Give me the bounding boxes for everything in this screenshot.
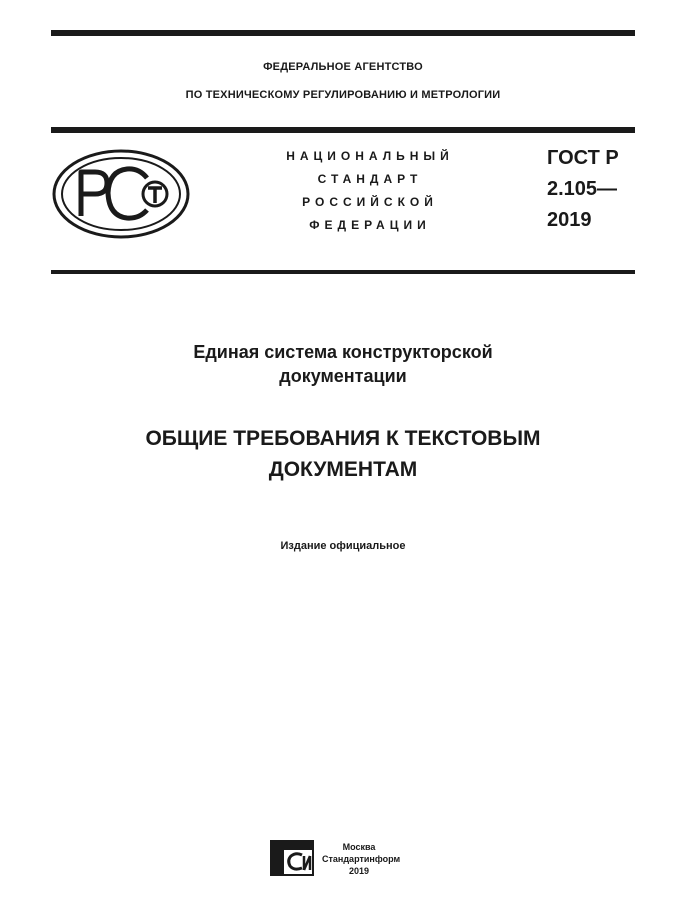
rst-certification-logo-icon xyxy=(51,148,191,240)
agency-name-line-1: ФЕДЕРАЛЬНОЕ АГЕНТСТВО xyxy=(263,61,423,73)
document-title-line-2: ДОКУМЕНТАМ xyxy=(268,458,418,481)
agency-name-line-2: ПО ТЕХНИЧЕСКОМУ РЕГУЛИРОВАНИЮ И МЕТРОЛОГИИ xyxy=(185,89,501,101)
publisher-year: 2019 xyxy=(348,866,370,876)
russian-line: РОССИЙСКОЙ xyxy=(302,195,438,209)
gost-designation-number: 2.105— xyxy=(547,178,618,200)
federation-line: ФЕДЕРАЦИИ xyxy=(309,218,431,232)
publisher-city: Москва xyxy=(342,842,376,852)
publisher-name: Стандартинформ xyxy=(322,854,401,864)
standartinform-logo-icon xyxy=(270,840,314,876)
middle-rule xyxy=(51,127,635,133)
series-title-line-1: Единая система конструкторской xyxy=(193,342,493,362)
edition-label: Издание официальное xyxy=(280,540,406,552)
national-line: НАЦИОНАЛЬНЫЙ xyxy=(286,149,454,163)
gost-designation-year: 2019 xyxy=(547,209,592,231)
standard-line: СТАНДАРТ xyxy=(317,172,423,186)
document-title-line-1: ОБЩИЕ ТРЕБОВАНИЯ К ТЕКСТОВЫМ xyxy=(145,427,541,450)
top-rule xyxy=(51,30,635,36)
series-title-line-2: документации xyxy=(279,366,407,386)
gost-designation-prefix: ГОСТ Р xyxy=(547,147,619,169)
bottom-rule xyxy=(51,270,635,274)
